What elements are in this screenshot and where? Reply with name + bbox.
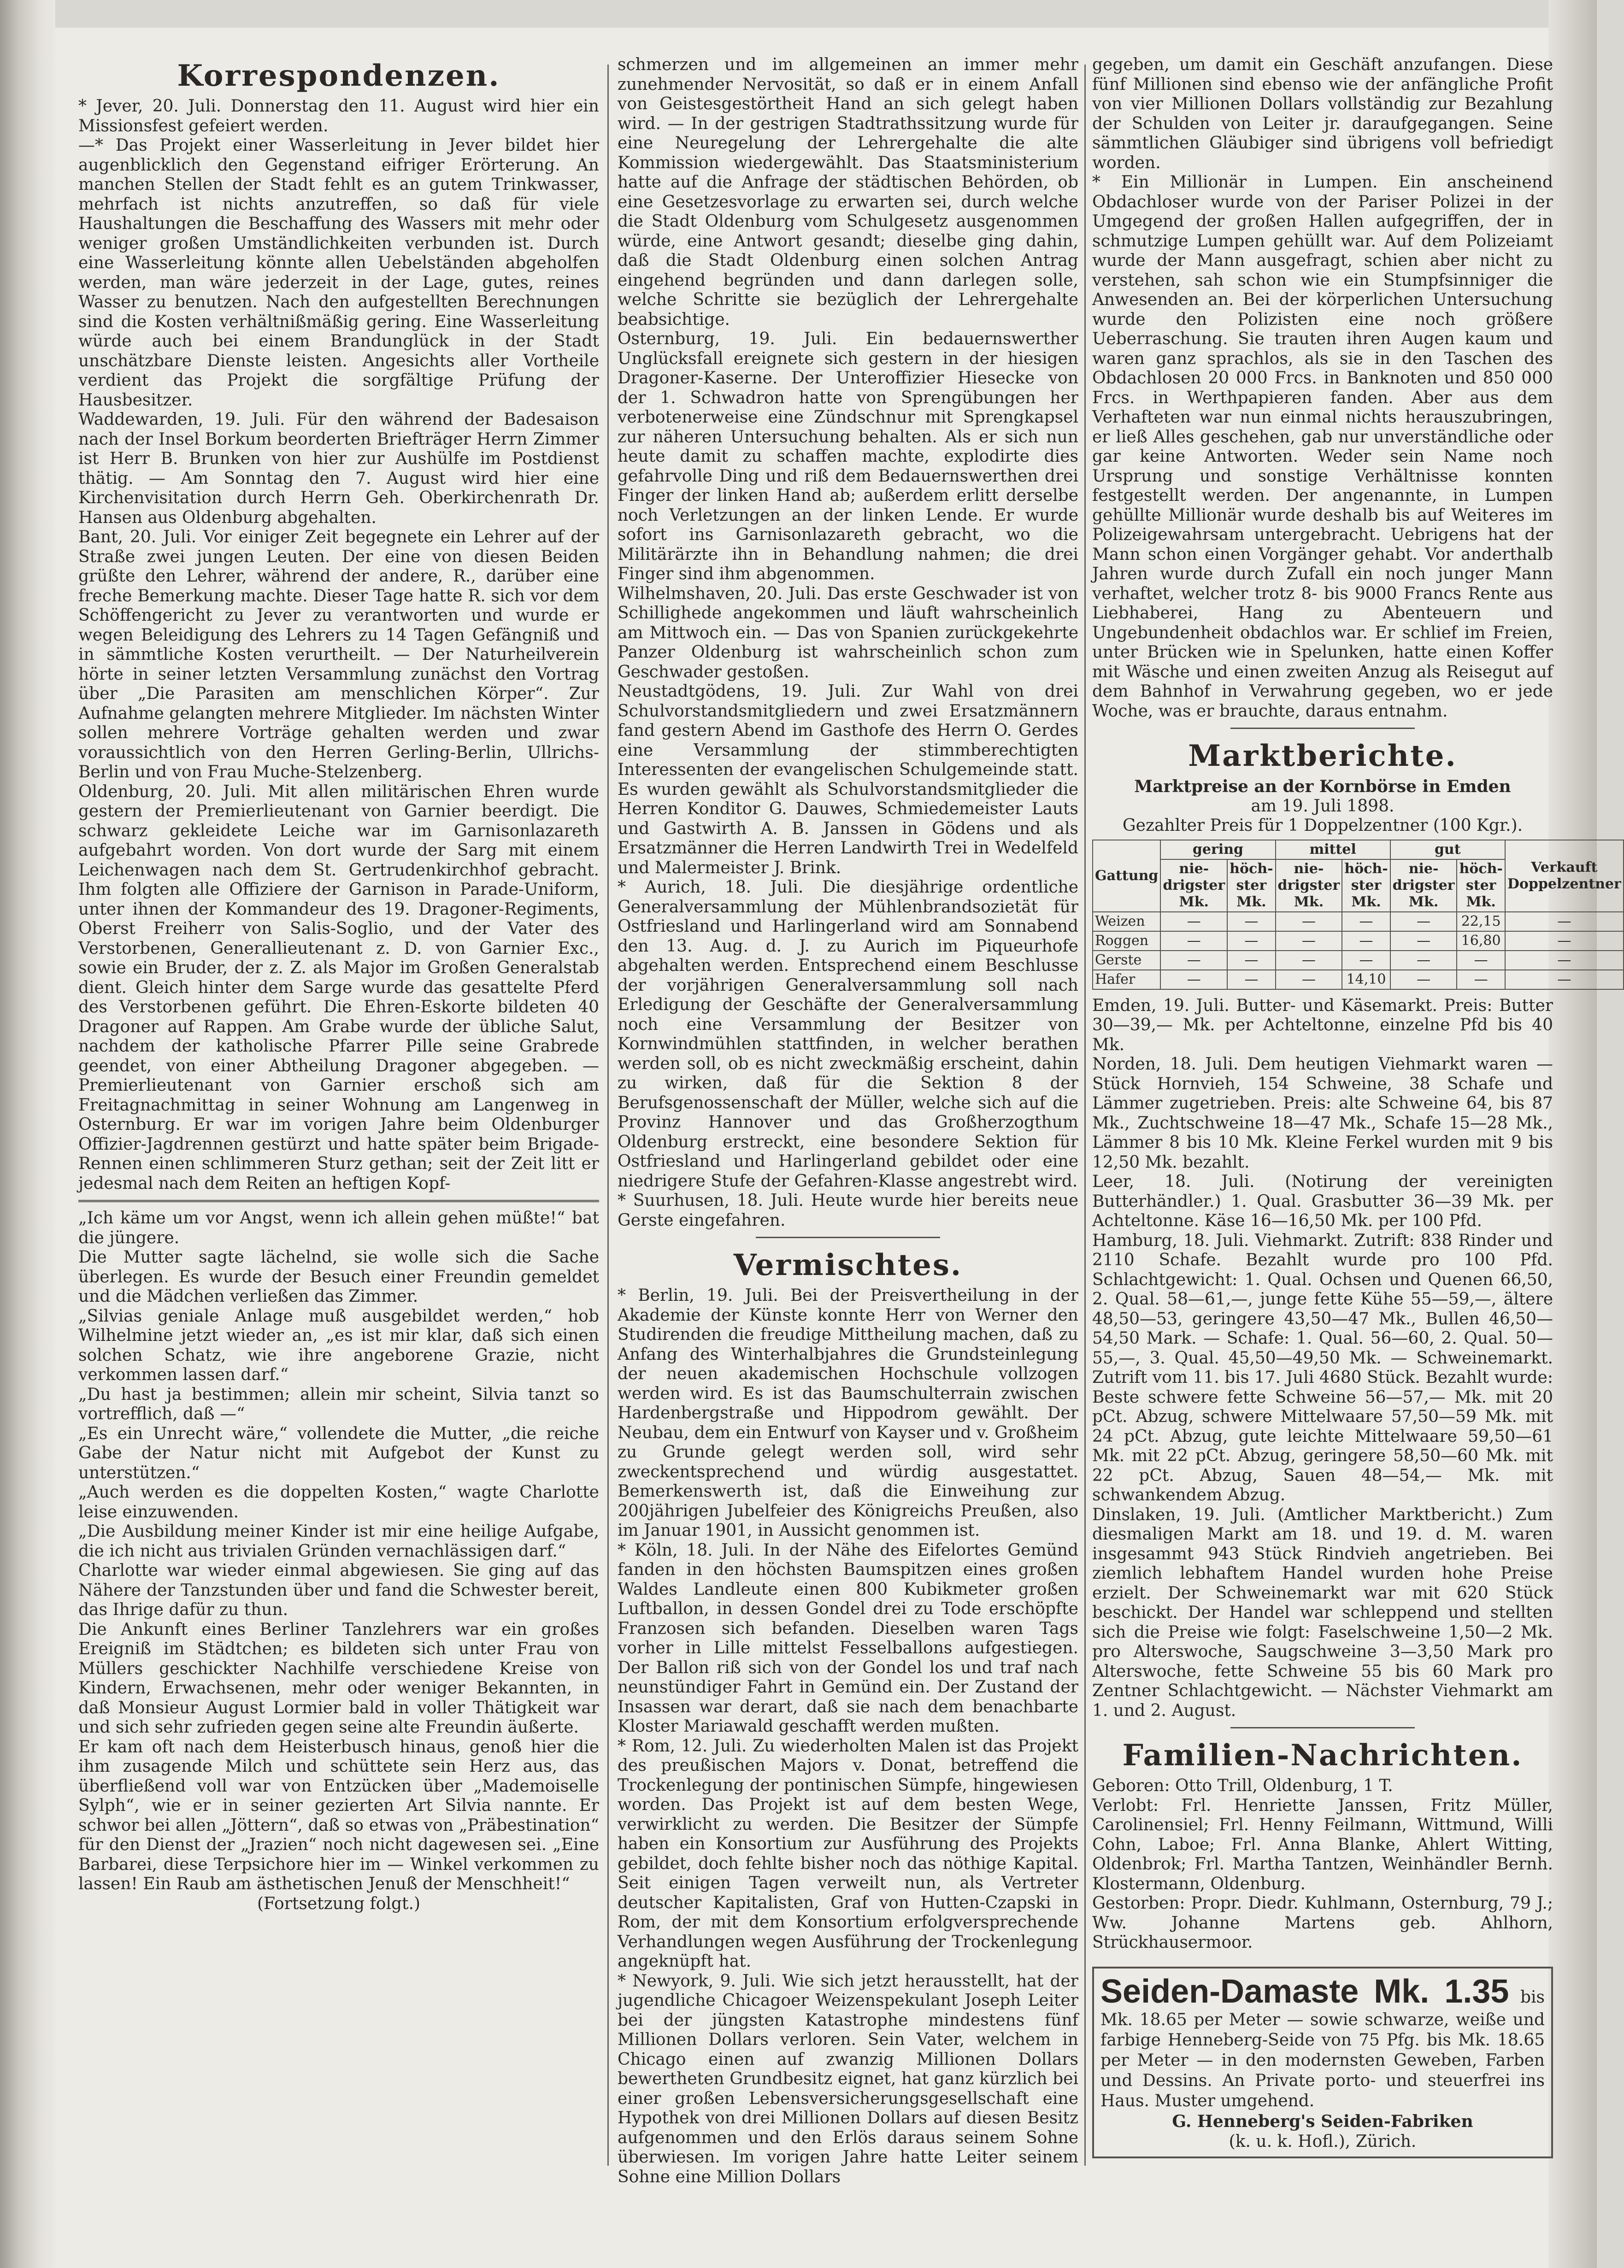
table-cell: — bbox=[1276, 931, 1342, 951]
table-cell: — bbox=[1160, 931, 1227, 951]
article-paragraph: Oldenburg, 20. Juli. Mit allen militärischen Ehren wurde gestern der Premierlieutenant von Garnier beerdigt. Die schwarz gekleidete Leiche war im Garnisonlazareth aufgebahrt worden. Von dort wurde der Sarg mit einem Leichenwagen nach dem St. Gertrudenkirchhof gebracht. Ihm folgten alle Offiziere der Garnison in Parade-Uniform, unter ihnen der Kommandeur des 19. Dragoner-Regiments, Oberst Freiherr von Salis-Soglio, und der Vater des Verstorbenen, Generallieutenant z. D. von Garnier Exc., sowie ein Bruder, der z. Z. als Major im Großen Generalstab dient. Gleich hinter dem Sarge wurde das gesattelte Pferd des Verstorbenen geführt. Die Ehren-Eskorte bildeten 40 Dragoner auf Rappen. Am Grabe wurde der übliche Salut, nachdem der katholische Pfarrer Pille seine Grabrede geendet, von einer Abtheilung Dragoner abgegeben. — Premierlieutenant von Garnier erschoß sich am Freitagnachmittag in seiner Wohnung am Langenweg in Osternburg. Er war im vorigen Jahre beim Oldenburger Offizier-Jagdrennen gestürzt und hatte später beim Brigade-Rennen einen schlimmeren Sturz gethan; seit der Zeit litt er jedesmal nach dem Reiten an heftigen Kopf- bbox=[78, 782, 599, 1193]
article-paragraph: Wilhelmshaven, 20. Juli. Das erste Geschwader ist von Schillighede angekommen und läuft wahrscheinlich am Mittwoch ein. — Das von Spanien zurückgekehrte Panzer Oldenburg ist wahrscheinlich schon zum Geschwader gestoßen. bbox=[618, 584, 1078, 682]
table-cell: Weizen bbox=[1093, 912, 1160, 931]
silk-advertisement bbox=[1092, 1967, 1553, 2158]
table-subheader: höch-ster Mk. bbox=[1342, 859, 1390, 912]
table-cell: — bbox=[1227, 951, 1275, 970]
market-price-note: Gezahlter Preis für 1 Doppelzentner (100 Kgr.). bbox=[1122, 816, 1523, 835]
article-paragraph: schmerzen und im allgemeinen an immer mehr zunehmender Nervosität, so daß er in einem Anfall von Geistesgestörtheit Hand an sich gelegt haben wird. — In der gestrigen Stadtrathssitzung wurde für eine Neuregelung der Lehrergehalte die alte Kommission wiedergewählt. Das Staatsministerium hatte auf die Anfrage der städtischen Behörden, ob eine Gesetzesvorlage zu erwarten sei, durch welche die Stadt Oldenburg vom Schulgesetz ausgenommen würde, eine Antwort gesandt; dieselbe ging dahin, daß die Stadt Oldenburg einen solchen Antrag eingehend begründen und dann darlegen solle, welche Schritte sie bezüglich der Lehrergehalte beabsichtige. bbox=[618, 55, 1078, 329]
article-paragraph: * Köln, 18. Juli. In der Nähe des Eifelortes Gemünd fanden in den höchsten Baumspitzen eines großen Waldes Landleute einen 800 Kubikmeter großen Luftballon, in dessen Gondel drei zu Tode erschöpfte Franzosen sich befanden. Dieselben waren Tags vorher in Lille mittelst Fesselballons aufgestiegen. Der Ballon riß sich von der Gondel los und traf nach neunstündiger Fahrt in Gemünd ein. Der Zustand der Insassen war derart, daß sie nach dem benachbarte Kloster Mariawald geschafft werden mußten. bbox=[618, 1540, 1078, 1736]
table-cell: — bbox=[1457, 970, 1505, 989]
table-cell: — bbox=[1457, 951, 1505, 970]
article-paragraph: * Ein Millionär in Lumpen. Ein anscheinend Obdachloser wurde von der Pariser Polizei in der Umgegend der großen Hallen aufgegriffen, der in schmutzige Lumpen gehüllt war. Auf dem Polizeiamt wurde der Mann ausgefragt, schien aber nicht zu verstehen, sah schon wie ein Stumpfsinniger die Anwesenden an. Bei der körperlichen Untersuchung wurde den Polizisten eine noch größere Ueberraschung. Sie trauten ihren Augen kaum und waren ganz sprachlos, als sie in den Taschen des Obdachlosen 20 000 Frcs. in Banknoten und 850 000 Frcs. in Werthpapieren fanden. Aber aus dem Verhafteten war nun einmal nichts herauszubringen, er ließ Alles geschehen, gab nur unverständliche oder gar keine Antworten. Weder sein Name noch Ursprung und sonstige Verhältnisse konnten festgestellt werden. Der angenannte, in Lumpen gehüllte Millionär wurde deshalb bis auf Weiteres im Polizeigewahrsam untergebracht. Uebrigens hat der Mann schon einen Vorgänger gehabt. Vor anderthalb Jahren wurde durch Zufall ein noch junger Mann verhaftet, welcher trotz 8- bis 9000 Francs Rente aus Liebhaberei, Hang zu Abenteuern und Ungebundenheit obdachlos war. Er schlief im Freien, unter Brücken wie in Spelunken, hatte einen Koffer mit Wäsche und einen zweiten Anzug als Reisegut auf dem Bahnhof in Verwahrung gegeben, wo er jede Woche, was er brauchte, daraus entnahm. bbox=[1092, 173, 1553, 721]
novel-paragraph: „Es ein Unrecht wäre,“ vollendete die Mutter, „die reiche Gabe der Natur nicht mit Aufgebot der Kunst zu unterstützen.“ bbox=[78, 1424, 599, 1482]
article-paragraph: * Berlin, 19. Juli. Bei der Preisvertheilung in der Akademie der Künste konnte Herr von Werner den Studirenden die freudige Mittheilung machen, daß zu Anfang des Winterhalbjahres die Grundsteinlegung der neuen akademischen Hochschule vollzogen werden wird. Es ist das Baumschulterrain zwischen Hardenbergstraße und Hippodrom gewählt. Der Neubau, dem ein Entwurf von Kayser und v. Großheim zu Grunde gelegt werden soll, wird sehr zweckentsprechend und würdig ausgestattet. Bemerkenswerth ist, daß die Einweihung zur 200jährigen Jubelfeier des Königreichs Preußen, also im Januar 1901, in Aussicht genommen ist. bbox=[618, 1286, 1078, 1540]
section-divider bbox=[1230, 728, 1415, 729]
table-header-gattung: Gattung bbox=[1093, 840, 1160, 912]
market-report: Leer, 18. Juli. (Notirung der vereinigten Butterhändler.) 1. Qual. Grasbutter 36—39 Mk. per Achteltonne. Käse 16—16,50 Mk. per 100 Pfd. bbox=[1092, 1172, 1553, 1230]
table-subheader: höch-ster Mk. bbox=[1457, 859, 1505, 912]
table-cell: — bbox=[1342, 912, 1390, 931]
table-cell: — bbox=[1276, 912, 1342, 931]
table-cell: — bbox=[1227, 970, 1275, 989]
section-heading-miscellaneous: Vermischtes. bbox=[733, 1248, 963, 1282]
novel-paragraph: Die Mutter sagte lächelnd, sie wolle sich die Sache überlegen. Es wurde der Besuch einer Freundin gemeldet und die Mädchen verließen das Zimmer. bbox=[78, 1248, 599, 1306]
continuation-note: (Fortsetzung folgt.) bbox=[257, 1894, 420, 1913]
article-paragraph: Bant, 20. Juli. Vor einiger Zeit begegnete ein Lehrer auf der Straße zwei jungen Leuten. Der eine von diesen Beiden grüßte den Lehrer, während der andere, R., darüber eine freche Bemerkung machte. Dieser Tage hatte R. sich vor dem Schöffengericht zu Jever zu verantworten und wurde er wegen Beleidigung des Lehrers zu 14 Tagen Gefängniß und in sämmtliche Kosten verurtheilt. — Der Naturheilverein hörte in seiner letzten Versammlung zunächst den Vortrag über „Die Parasiten am menschlichen Körper“. Zur Aufnahme gelangten mehrere Mitglieder. Im nächsten Winter sollen mehrere Vorträge gehalten werden und zwar voraussichtlich von den Herren Gerling-Berlin, Ullrichs-Berlin und von Frau Muche-Stelzenberg. bbox=[78, 528, 599, 781]
page-edge bbox=[1548, 0, 1597, 2268]
ad-place: (k. u. k. Hofl.), Zürich. bbox=[1229, 2132, 1417, 2151]
table-cell: — bbox=[1390, 931, 1457, 951]
table-cell: 14,10 bbox=[1342, 970, 1390, 989]
novel-paragraph: Er kam oft nach dem Heisterbusch hinaus, genoß hier die ihm zusagende Milch und schüttete sein Herz aus, das überfließend voll war von Entzücken über „Mademoiselle Sylph“, wie er in seiner gezierten Art Silvia nannte. Er schwor bei allen „Jöttern“, daß so etwas von „Präbestination“ für den Dienst der „Jrazien“ noch nicht dagewesen sei. „Eine Barbarei, diese Terpsichore hier im — Winkel verkommen zu lassen! Ein Raub am ästhetischen Jenuß der Menschheit!“ bbox=[78, 1737, 599, 1893]
market-date: am 19. Juli 1898. bbox=[1251, 796, 1395, 816]
table-cell: — bbox=[1342, 931, 1390, 951]
section-divider bbox=[756, 1237, 940, 1238]
table-cell: 16,80 bbox=[1457, 931, 1505, 951]
table-cell: Gerste bbox=[1093, 951, 1160, 970]
market-report: Hamburg, 18. Juli. Viehmarkt. Zutrift: 838 Rinder und 2110 Schafe. Bezahlt wurde pro 100 Pfd. Schlachtgewicht: 1. Qual. Ochsen und Quenen 66,50, 2. Qual. 58—61,—, junge fette Kühe 55—59,—, ältere 48,50—53, geringere 43,50—47 Mk., Bullen 46,50—54,50 Mark. — Schafe: 1. Qual. 56—60, 2. Qual. 50—55,—, 3. Qual. 45,50—49,50 Mk. — Schweinemarkt. Zutrift vom 11. bis 17. Juli 4680 Stück. Bezahlt wurde: Beste schwere fette Schweine 56—57,— Mk. mit 20 pCt. Abzug, schwere Mittelwaare 57,50—59 Mk. mit 24 pCt. Abzug, gute leichte Mittelwaare 59,50—61 Mk. mit 22 pCt. Abzug, geringere 58,50—60 Mk. mit 22 pCt. Abzug, Sauen 48—54,— Mk. mit schwankendem Abzug. bbox=[1092, 1231, 1553, 1504]
table-cell: 22,15 bbox=[1457, 912, 1505, 931]
column-1 bbox=[78, 55, 599, 2147]
ad-text: bis Mk. 18.65 per Meter — sowie schwarze, weiße und farbige Henneberg-Seide von 75 Pfg. bis Mk. 18.65 per Meter — in den modernsten Geweben, Farben und Dessins. An Private porto- und steuerfrei ins Haus. Muster umgehend. bbox=[1100, 1987, 1545, 2110]
table-header-group: mittel bbox=[1276, 840, 1390, 859]
column-rule bbox=[1084, 65, 1086, 2166]
novel-paragraph: „Silvias geniale Anlage muß ausgebildet werden,“ hob Wilhelmine jetzt wieder an, „es ist mir klar, daß sich einen solchen Schatz, wie ihre angeborene Grazie, nicht verkommen lassen darf.“ bbox=[78, 1306, 599, 1384]
table-row bbox=[1093, 970, 1624, 989]
table-cell: Roggen bbox=[1093, 931, 1160, 951]
table-cell: — bbox=[1227, 912, 1275, 931]
table-subheader: höch-ster Mk. bbox=[1227, 859, 1275, 912]
article-paragraph: Osternburg, 19. Juli. Ein bedauernswerther Unglücksfall ereignete sich gestern in der hiesigen Dragoner-Kaserne. Der Unteroffizier Hiesecke von der 1. Schwadron hatte von Sprengübungen her verbotenerweise eine Zündschnur mit Sprengkapsel zur näheren Untersuchung behalten. Als er sich nun heute damit zu schaffen machte, explodirte dies gefahrvolle Ding und riß dem Bedauernswerthen drei Finger der linken Hand ab; außerdem erlitt derselbe noch Verletzungen an der linken Lende. Er wurde sofort ins Garnisonlazareth gebracht, wo die Militärärzte ihn in Behandlung nahmen; die drei Finger sind ihm abgenommen. bbox=[618, 329, 1078, 583]
article-paragraph: Waddewarden, 19. Juli. Für den während der Badesaison nach der Insel Borkum beorderten Briefträger Herrn Zimmer ist Herr B. Brunken von hier zur Aushülfe im Postdienst thätig. — Am Sonntag den 7. August wird hier eine Kirchenvisitation durch Herrn Geh. Oberkirchenrath Dr. Hansen aus Oldenburg abgehalten. bbox=[78, 410, 599, 527]
table-cell: — bbox=[1276, 951, 1342, 970]
family-notice: Geboren: Otto Trill, Oldenburg, 1 T. bbox=[1092, 1776, 1393, 1795]
article-paragraph: * Newyork, 9. Juli. Wie sich jetzt herausstellt, hat der jugendliche Chicagoer Weizenspekulant Joseph Leiter bei der jüngsten Katastrophe mindestens fünf Millionen Dollars verloren. Sein Vater, welchem in Chicago einen auf zwanzig Millionen Dollars bewertheten Grundbesitz eignet, hat ganz kürzlich bei einer großen Lebensversicherungsgesellschaft eine Hypothek von drei Millionen Dollars auf diesen Besitz aufgenommen und den Erlös daraus seinem Sohne überwiesen. Im vorigen Jahre hatte Leiter seinem Sohne eine Million Dollars bbox=[618, 1971, 1078, 2186]
table-cell: — bbox=[1505, 970, 1624, 989]
ad-headline: Seiden-Damaste Mk. 1.35 bbox=[1100, 1973, 1509, 2010]
novel-paragraph: Charlotte war wieder einmal abgewiesen. Sie ging auf das Nähere der Tanzstunden über und fand die Schwester bereit, das Ihrige dafür zu thun. bbox=[78, 1561, 599, 1619]
table-row bbox=[1093, 912, 1624, 931]
novel-paragraph: „Auch werden es die doppelten Kosten,“ wagte Charlotte leise einzuwenden. bbox=[78, 1483, 599, 1522]
feuilleton-divider bbox=[78, 1200, 599, 1202]
table-cell: — bbox=[1342, 951, 1390, 970]
table-subheader: nie-drigster Mk. bbox=[1160, 859, 1227, 912]
novel-paragraph: „Die Ausbildung meiner Kinder ist mir eine heilige Aufgabe, die ich nicht aus trivialen Gründen vernachlässigen darf.“ bbox=[78, 1522, 599, 1561]
section-divider bbox=[1230, 1727, 1415, 1728]
column-3 bbox=[1092, 55, 1621, 2151]
family-notice: Gestorben: Propr. Diedr. Kuhlmann, Osternburg, 79 J.; Ww. Johanne Martens geb. Ahlhorn, Strückhausermoor. bbox=[1092, 1894, 1553, 1952]
table-subheader: nie-drigster Mk. bbox=[1390, 859, 1457, 912]
table-header-group: gut bbox=[1390, 840, 1505, 859]
table-cell: — bbox=[1505, 931, 1624, 951]
article-paragraph: * Rom, 12. Juli. Zu wiederholten Malen ist das Projekt des preußischen Majors v. Donat, betreffend die Trockenlegung der pontinischen Sümpfe, hingewiesen worden. Das Projekt ist auf dem besten Wege, verwirklicht zu werden. Die Besitzer der Sümpfe haben ein Konsortium zur Ausführung des Projekts gebildet, doch fehlte bisher noch das nöthige Kapital. Seit einigen Tagen verweilt nun, als Vertreter deutscher Kapitalisten, Graf von Hutten-Czapski in Rom, der mit dem Konsortium erfolgversprechende Verhandlungen wegen Ausführung der Trockenlegung angeknüpft hat. bbox=[618, 1736, 1078, 1971]
article-paragraph: gegeben, um damit ein Geschäft anzufangen. Diese fünf Millionen sind ebenso wie der anfängliche Profit von vier Millionen Dollars vollständig zur Bezahlung der Schulden von Leiter jr. daraufgegangen. Seine sämmtlichen Gläubiger sind übrigens voll befriedigt worden. bbox=[1092, 55, 1553, 172]
article-paragraph: * Aurich, 18. Juli. Die diesjährige ordentliche Generalversammlung der Mühlenbrandsozietät für Ostfriesland und Harlingerland wird am Sonnabend den 13. Aug. d. J. zu Aurich im Piqueurhofe abgehalten werden. Entsprechend einem Beschlusse der vorjährigen Generalversammlung soll nach Erledigung der Geschäfte der Generalversammlung noch eine Versammlung der Besitzer von Kornwindmühlen stattfinden, in welcher berathen werden soll, ob es nicht zweckmäßig erscheint, dahin zu wirken, daß für die Sektion 8 der Berufsgenossenschaft der Müller, welche sich auf die Provinz Hannover und das Großherzogthum Oldenburg erstreckt, eine besondere Sektion für Ostfriesland und Harlingerland gebildet oder eine niedrigere Stufe der Gefahren-Klasse angestrebt wird. bbox=[618, 878, 1078, 1191]
article-paragraph: * Suurhusen, 18. Juli. Heute wurde hier bereits neue Gerste eingefahren. bbox=[618, 1191, 1078, 1230]
table-cell: — bbox=[1390, 951, 1457, 970]
novel-paragraph: „Ich käme um vor Angst, wenn ich allein gehen müßte!“ bat die jüngere. bbox=[78, 1209, 599, 1247]
market-report: Emden, 19. Juli. Butter- und Käsemarkt. Preis: Butter 30—39,— Mk. per Achteltonne, einzelne Pfd bis 40 Mk. bbox=[1092, 996, 1553, 1054]
market-report: Dinslaken, 19. Juli. (Amtlicher Marktbericht.) Zum diesmaligen Markt am 18. und 19. d. M. waren insgesammt 943 Stück Rindvieh angetrieben. Bei ziemlich lebhaftem Handel wurden hohe Preise erzielt. Der Schweinemarkt war mit 620 Stück beschickt. Der Handel war schleppend und stellten sich die Preise wie folgt: Faselschweine 1,50—2 Mk. pro Alterswoche, Saugschweine 3—3,50 Mark pro Alterswoche, fette Schweine 55 bis 60 Mark pro Zentner Schlachtgewicht. — Nächster Viehmarkt am 1. und 2. August. bbox=[1092, 1505, 1553, 1720]
market-price-table bbox=[1092, 840, 1624, 990]
column-2 bbox=[618, 55, 1078, 2186]
table-subheader: nie-drigster Mk. bbox=[1276, 859, 1342, 912]
table-cell: — bbox=[1227, 931, 1275, 951]
table-header-group: gering bbox=[1160, 840, 1275, 859]
table-cell: — bbox=[1160, 951, 1227, 970]
column-rule bbox=[607, 65, 609, 2166]
article-paragraph: —* Das Projekt einer Wasserleitung in Jever bildet hier augenblicklich den Gegenstand eifriger Erörterung. An manchen Stellen der Stadt fehlt es an gutem Trinkwasser, mehrfach ist nichts anzutreffen, so daß für viele Haushaltungen die Beschaffung des Wassers mit mehr oder weniger großen Umständlichkeiten verbunden ist. Durch eine Wasserleitung könnte allen Uebelständen abgeholfen werden, man wäre jederzeit in der Lage, gutes, reines Wasser zu benutzen. Nach den aufgestellten Berechnungen sind die Kosten verhältnißmäßig gering. Eine Wasserleitung würde auch bei einem Brandunglück in der Stadt unschätzbare Dienste leisten. Angesichts aller Vortheile verdient das Projekt die sorgfältige Prüfung der Hausbesitzer. bbox=[78, 136, 599, 410]
family-notice: Verlobt: Frl. Henriette Janssen, Fritz Müller, Carolinensiel; Frl. Henny Feilmann, Wittmund, Willi Cohn, Laboe; Frl. Anna Blanke, Ahlert Witting, Oldenbrok; Frl. Martha Tantzen, Weinhändler Bernh. Klostermann, Oldenburg. bbox=[1092, 1796, 1553, 1893]
table-row bbox=[1093, 931, 1624, 951]
market-report: Norden, 18. Juli. Dem heutigen Viehmarkt waren — Stück Hornvieh, 154 Schweine, 38 Schafe und Lämmer zugetrieben. Preis: alte Schweine 64, bis 87 Mk., Zuchtschweine 18—47 Mk., Schafe 15—28 Mk., Lämmer 8 bis 10 Mk. Kleine Ferkel wurden mit 9 bis 12,50 Mk. bezahlt. bbox=[1092, 1055, 1553, 1172]
table-cell: — bbox=[1505, 912, 1624, 931]
section-heading-correspondence: Korrespondenzen. bbox=[177, 59, 500, 93]
table-cell: — bbox=[1276, 970, 1342, 989]
table-header-sold: Verkauft Doppelzentner bbox=[1505, 840, 1624, 912]
book-spine-shadow bbox=[0, 0, 55, 2268]
table-cell: Hafer bbox=[1093, 970, 1160, 989]
table-cell: — bbox=[1390, 912, 1457, 931]
table-cell: — bbox=[1390, 970, 1457, 989]
article-paragraph: Neustadtgödens, 19. Juli. Zur Wahl von drei Schulvorstandsmitgliedern und zwei Ersatzmännern fand gestern Abend im Gasthofe des Herrn O. Gerdes eine Versammlung der stimmberechtigten Interessenten der evangelischen Schulgemeinde statt. Es wurden gewählt als Schulvorstandsmitglieder die Herren Konditor G. Dauwes, Schmiedemeister Lauts und Gastwirth A. B. Janssen in Gödens und als Ersatzmänner die Herren Landwirth Trei in Wedelfeld und Malermeister J. Brink. bbox=[618, 682, 1078, 877]
table-cell: — bbox=[1160, 912, 1227, 931]
ad-firm: G. Henneberg's Seiden-Fabriken bbox=[1172, 2111, 1473, 2131]
table-cell: — bbox=[1505, 951, 1624, 970]
novel-paragraph: Die Ankunft eines Berliner Tanzlehrers war ein großes Ereigniß im Städtchen; es bildeten sich unter Frau von Müllers geschickter Nachhilfe verschiedene Kreise von Kindern, Erwachsenen, mehr oder weniger Bekannten, in daß Monsieur August Lormier bald in voller Thätigkeit war und sich sehr zufrieden gegen seine alte Freundin äußerte. bbox=[78, 1620, 599, 1737]
section-heading-family: Familien-Nachrichten. bbox=[1122, 1738, 1523, 1773]
table-row bbox=[1093, 951, 1624, 970]
table-cell: — bbox=[1160, 970, 1227, 989]
section-heading-market: Marktberichte. bbox=[1188, 739, 1457, 773]
novel-paragraph: „Du hast ja bestimmen; allein mir scheint, Silvia tanzt so vortrefflich, daß —“ bbox=[78, 1385, 599, 1423]
market-subheading: Marktpreise an der Kornbörse in Emden bbox=[1134, 777, 1511, 796]
article-paragraph: * Jever, 20. Juli. Donnerstag den 11. August wird hier ein Missionsfest gefeiert werden. bbox=[78, 97, 599, 135]
